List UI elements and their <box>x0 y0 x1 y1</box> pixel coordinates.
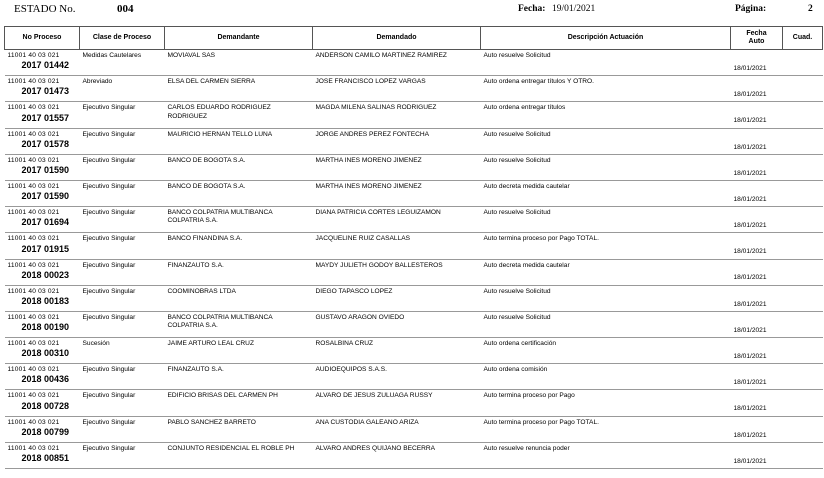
cell-descripcion: Auto decreta medida cautelar <box>481 180 731 206</box>
cell-proceso <box>5 259 80 285</box>
cell-fecha: 18/01/2021 <box>731 233 783 259</box>
table-row <box>5 207 823 233</box>
cell-demandado: ALVARO DE JESUS ZULUAGA RUSSY <box>313 390 481 416</box>
cell-proceso <box>5 364 80 390</box>
proceso-number: 2017 01473 <box>21 86 70 97</box>
cell-clase: Ejecutivo Singular <box>80 416 165 442</box>
col-descripcion: Descripción Actuación <box>481 27 731 50</box>
cell-cuad <box>783 102 823 128</box>
proceso-number: 2018 00310 <box>21 348 70 359</box>
cell-demandado: MARTHA INES MORENO JIMENEZ <box>313 180 481 206</box>
col-fecha-auto <box>731 27 783 50</box>
cell-descripcion: Auto termina proceso por Pago TOTAL. <box>481 416 731 442</box>
cell-cuad <box>783 50 823 76</box>
cell-cuad <box>783 259 823 285</box>
cell-descripcion: Auto decreta medida cautelar <box>481 259 731 285</box>
cell-cuad <box>783 233 823 259</box>
table-row <box>5 102 823 128</box>
cell-proceso <box>5 180 80 206</box>
cell-clase: Ejecutivo Singular <box>80 390 165 416</box>
cell-demandado: JOSE FRANCISCO LOPEZ VARGAS <box>313 76 481 102</box>
proceso-code: 11001 40 03 021 <box>7 444 60 452</box>
cell-cuad <box>783 390 823 416</box>
cell-descripcion: Auto resuelve Solicitud <box>481 50 731 76</box>
cell-cuad <box>783 442 823 468</box>
cell-proceso <box>5 76 80 102</box>
table-row <box>5 180 823 206</box>
cell-demandante: FINANZAUTO S.A. <box>165 259 313 285</box>
proceso-code: 11001 40 03 021 <box>7 156 60 164</box>
cell-demandante: COOMINOBRAS LTDA <box>165 285 313 311</box>
table-row <box>5 259 823 285</box>
proceso-code: 11001 40 03 021 <box>7 313 60 321</box>
cell-descripcion: Auto ordena certificación <box>481 338 731 364</box>
cell-demandante: BANCO COLPATRIA MULTIBANCA COLPATRIA S.A. <box>165 311 313 337</box>
cell-descripcion: Auto termina proceso por Pago TOTAL. <box>481 233 731 259</box>
cell-cuad <box>783 154 823 180</box>
proceso-code: 11001 40 03 021 <box>7 392 60 400</box>
cell-fecha: 18/01/2021 <box>731 259 783 285</box>
cell-clase: Ejecutivo Singular <box>80 128 165 154</box>
cell-descripcion: Auto resuelve Solicitud <box>481 128 731 154</box>
cell-fecha: 18/01/2021 <box>731 154 783 180</box>
cell-descripcion: Auto resuelve renuncia poder <box>481 442 731 468</box>
cell-fecha: 18/01/2021 <box>731 76 783 102</box>
proceso-number: 2018 00851 <box>21 453 70 464</box>
col-no-proceso: No Proceso <box>5 27 80 50</box>
proceso-number: 2018 00183 <box>21 295 70 306</box>
table-row <box>5 128 823 154</box>
cell-clase: Ejecutivo Singular <box>80 442 165 468</box>
cell-demandante: CARLOS EDUARDO RODRIGUEZ RODRIGUEZ <box>165 102 313 128</box>
proceso-code: 11001 40 03 021 <box>7 104 60 112</box>
table-row <box>5 311 823 337</box>
table-header <box>5 27 823 50</box>
cell-cuad <box>783 76 823 102</box>
col-demandado: Demandado <box>313 27 481 50</box>
cell-demandante: MOVIAVAL SAS <box>165 50 313 76</box>
cell-fecha: 18/01/2021 <box>731 102 783 128</box>
cell-descripcion: Auto resuelve Solicitud <box>481 311 731 337</box>
cell-fecha: 18/01/2021 <box>731 416 783 442</box>
cell-clase: Ejecutivo Singular <box>80 180 165 206</box>
cell-descripcion: Auto resuelve Solicitud <box>481 285 731 311</box>
proceso-number: 2017 01578 <box>21 138 70 149</box>
proceso-code: 11001 40 03 021 <box>7 209 60 217</box>
cell-proceso <box>5 442 80 468</box>
cell-proceso <box>5 285 80 311</box>
proceso-number: 2018 00023 <box>21 269 70 280</box>
cell-fecha: 18/01/2021 <box>731 338 783 364</box>
cell-proceso <box>5 233 80 259</box>
cell-clase: Ejecutivo Singular <box>80 259 165 285</box>
cell-proceso <box>5 311 80 337</box>
cell-clase: Ejecutivo Singular <box>80 311 165 337</box>
col-clase: Clase de Proceso <box>80 27 165 50</box>
cell-demandante: ELSA DEL CARMEN SIERRA <box>165 76 313 102</box>
proceso-code: 11001 40 03 021 <box>7 52 60 59</box>
proceso-code: 11001 40 03 021 <box>7 235 60 243</box>
proceso-number: 2018 00728 <box>21 400 70 411</box>
cell-demandado: AUDIOEQUIPOS S.A.S. <box>313 364 481 390</box>
cell-cuad <box>783 207 823 233</box>
cell-clase: Ejecutivo Singular <box>80 364 165 390</box>
cell-demandado: JORGE ANDRES PEREZ FONTECHA <box>313 128 481 154</box>
proceso-number: 2018 00190 <box>21 322 70 333</box>
cell-demandante: MAURICIO HERNAN TELLO LUNA <box>165 128 313 154</box>
cell-proceso <box>5 390 80 416</box>
cell-fecha: 18/01/2021 <box>731 128 783 154</box>
col-cuad: Cuad. <box>783 27 823 50</box>
cell-demandante: FINANZAUTO S.A. <box>165 364 313 390</box>
table-row <box>5 442 823 468</box>
cell-cuad <box>783 128 823 154</box>
table-row <box>5 390 823 416</box>
cell-demandado: JACQUELINE RUIZ CASALLAS <box>313 233 481 259</box>
table-row <box>5 76 823 102</box>
fecha-label: Fecha: <box>518 4 546 14</box>
cell-fecha: 18/01/2021 <box>731 311 783 337</box>
cell-clase: Ejecutivo Singular <box>80 233 165 259</box>
table-body <box>5 50 823 469</box>
proceso-code: 11001 40 03 021 <box>7 78 60 86</box>
cell-fecha: 18/01/2021 <box>731 50 783 76</box>
proceso-number: 2017 01557 <box>21 112 70 123</box>
cell-proceso <box>5 154 80 180</box>
cell-demandado: ALVARO ANDRES QUIJANO BECERRA <box>313 442 481 468</box>
cell-demandante: PABLO SANCHEZ BARRETO <box>165 416 313 442</box>
cell-fecha: 18/01/2021 <box>731 390 783 416</box>
col-fecha-line1: Fecha <box>746 29 767 37</box>
cell-demandado: MAYDY JULIETH GODOY BALLESTEROS <box>313 259 481 285</box>
cell-demandado: GUSTAVO ARAGON OVIEDO <box>313 311 481 337</box>
pagina-value: 2 <box>808 4 813 14</box>
proceso-number: 2017 01694 <box>21 217 70 228</box>
cell-fecha: 18/01/2021 <box>731 442 783 468</box>
cell-proceso <box>5 50 80 76</box>
table-row <box>5 233 823 259</box>
cell-demandante: BANCO COLPATRIA MULTIBANCA COLPATRIA S.A. <box>165 207 313 233</box>
pagina-label: Página: <box>735 4 767 14</box>
cell-cuad <box>783 180 823 206</box>
cell-clase: Sucesión <box>80 338 165 364</box>
cell-demandante: BANCO DE BOGOTA S.A. <box>165 180 313 206</box>
table-row <box>5 154 823 180</box>
proceso-number: 2017 01590 <box>21 164 70 175</box>
cell-proceso <box>5 416 80 442</box>
cell-cuad <box>783 338 823 364</box>
proceso-number: 2017 01442 <box>21 60 70 71</box>
cell-demandado: MARTHA INES MORENO JIMENEZ <box>313 154 481 180</box>
cell-demandado: MAGDA MILENA SALINAS RODRIGUEZ <box>313 102 481 128</box>
cell-demandado: ROSALBINA CRUZ <box>313 338 481 364</box>
estado-label: ESTADO No. <box>14 3 76 15</box>
cell-clase: Ejecutivo Singular <box>80 207 165 233</box>
proceso-code: 11001 40 03 021 <box>7 366 60 374</box>
proceso-number: 2018 00436 <box>21 374 70 385</box>
table-row <box>5 50 823 76</box>
proceso-number: 2017 01590 <box>21 191 70 202</box>
cell-cuad <box>783 285 823 311</box>
cell-cuad <box>783 364 823 390</box>
cell-fecha: 18/01/2021 <box>731 180 783 206</box>
table-row <box>5 338 823 364</box>
cell-demandante: CONJUNTO RESIDENCIAL EL ROBLE PH <box>165 442 313 468</box>
cell-descripcion: Auto ordena entregar títulos <box>481 102 731 128</box>
proceso-code: 11001 40 03 021 <box>7 130 60 138</box>
cell-descripcion: Auto ordena comisión <box>481 364 731 390</box>
estado-number: 004 <box>117 3 134 15</box>
col-fecha-line2: Auto <box>748 38 765 45</box>
cell-demandante: BANCO DE BOGOTA S.A. <box>165 154 313 180</box>
actuaciones-table <box>4 26 823 469</box>
cell-demandante: BANCO FINANDINA S.A. <box>165 233 313 259</box>
table-row <box>5 416 823 442</box>
cell-fecha: 18/01/2021 <box>731 207 783 233</box>
cell-demandado: ANDERSON CAMILO MARTINEZ RAMIREZ <box>313 50 481 76</box>
cell-descripcion: Auto termina proceso por Pago <box>481 390 731 416</box>
cell-proceso <box>5 102 80 128</box>
cell-proceso <box>5 128 80 154</box>
proceso-code: 11001 40 03 021 <box>7 418 60 426</box>
cell-demandante: JAIME ARTURO LEAL CRUZ <box>165 338 313 364</box>
cell-clase: Ejecutivo Singular <box>80 154 165 180</box>
proceso-code: 11001 40 03 021 <box>7 287 60 295</box>
cell-fecha: 18/01/2021 <box>731 285 783 311</box>
table-row <box>5 285 823 311</box>
cell-demandado: DIEGO TAPASCO LOPEZ <box>313 285 481 311</box>
cell-proceso <box>5 207 80 233</box>
cell-demandante: EDIFICIO BRISAS DEL CARMEN PH <box>165 390 313 416</box>
proceso-number: 2017 01915 <box>21 243 70 254</box>
fecha-value: 19/01/2021 <box>552 4 596 14</box>
proceso-code: 11001 40 03 021 <box>7 261 60 269</box>
cell-clase: Abreviado <box>80 76 165 102</box>
proceso-code: 11001 40 03 021 <box>7 340 60 348</box>
cell-cuad <box>783 311 823 337</box>
col-demandante: Demandante <box>165 27 313 50</box>
cell-fecha: 18/01/2021 <box>731 364 783 390</box>
cell-descripcion: Auto resuelve Solicitud <box>481 154 731 180</box>
proceso-number: 2018 00799 <box>21 426 70 437</box>
cell-clase: Ejecutivo Singular <box>80 285 165 311</box>
cell-clase: Medidas Cautelares <box>80 50 165 76</box>
cell-descripcion: Auto ordena entregar títulos Y OTRO. <box>481 76 731 102</box>
document-header <box>0 0 824 22</box>
cell-demandado: DIANA PATRICIA CORTES LEGUIZAMON <box>313 207 481 233</box>
cell-proceso <box>5 338 80 364</box>
cell-descripcion: Auto resuelve Solicitud <box>481 207 731 233</box>
proceso-code: 11001 40 03 021 <box>7 182 60 190</box>
table-row <box>5 364 823 390</box>
cell-demandado: ANA CUSTODIA GALEANO ARIZA <box>313 416 481 442</box>
cell-cuad <box>783 416 823 442</box>
cell-clase: Ejecutivo Singular <box>80 102 165 128</box>
